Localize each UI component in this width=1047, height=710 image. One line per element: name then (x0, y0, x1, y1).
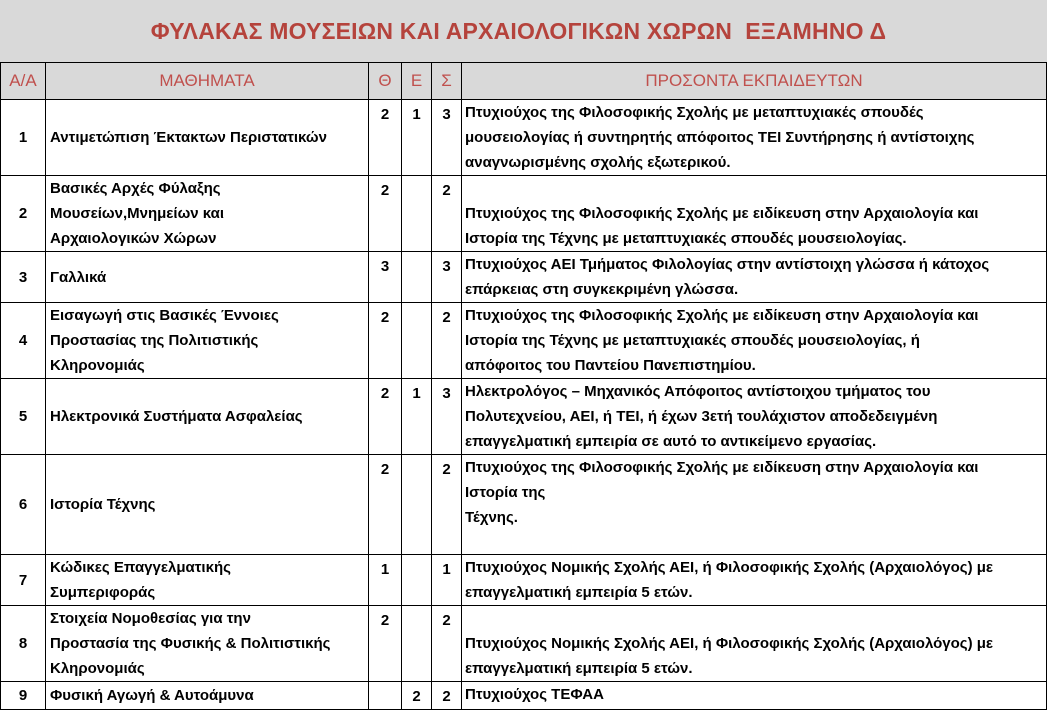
total-hours: 3 (432, 100, 462, 176)
table-row (1, 555, 1047, 606)
qualification-line: αναγνωρισμένης σχολής εξωτερικού. (465, 154, 731, 171)
qualifications-cell (462, 606, 1047, 682)
row-index: 7 (1, 555, 46, 606)
subject-cell (46, 252, 369, 303)
qualification-line: Πτυχιούχος ΤΕΦΑΑ (465, 686, 604, 703)
qualification-line: Πτυχιούχος Νομικής Σχολής ΑΕΙ, ή Φιλοσοφικής Σχολής (Αρχαιολόγος) με (465, 559, 994, 576)
row-index: 1 (1, 100, 46, 176)
qualification-line (465, 606, 1044, 631)
theory-hours: 2 (369, 455, 402, 555)
table-row (1, 455, 1047, 555)
subject-line: Εισαγωγή στις Βασικές Έννοιες (50, 307, 279, 324)
lab-hours (402, 176, 432, 252)
qualification-line: Ιστορία της (465, 484, 546, 501)
qualification-line: Πτυχιούχος της Φιλοσοφικής Σχολής με ειδίκευση στην Αρχαιολογία και (465, 205, 979, 222)
subject-line: Στοιχεία Νομοθεσίας για την (50, 610, 251, 627)
row-index: 5 (1, 379, 46, 455)
qualification-line: επαγγελματική εμπειρία 5 ετών. (465, 584, 693, 601)
table-row (1, 606, 1047, 682)
table-row (1, 303, 1047, 379)
subject-line: Συμπεριφοράς (50, 584, 156, 601)
lab-hours (402, 606, 432, 682)
table-row (1, 252, 1047, 303)
qualification-line: Ηλεκτρολόγος – Μηχανικός Απόφοιτος αντίστοιχου τμήματος του (465, 383, 931, 400)
subject-cell (46, 682, 369, 710)
subject-cell (46, 303, 369, 379)
table-row (1, 176, 1047, 252)
theory-hours: 2 (369, 379, 402, 455)
lab-hours (402, 455, 432, 555)
lab-hours (402, 303, 432, 379)
subject-line: Ηλεκτρονικά Συστήματα Ασφαλείας (50, 408, 303, 425)
subject-line: Κληρονομιάς (50, 357, 145, 374)
total-hours: 3 (432, 252, 462, 303)
table-row (1, 100, 1047, 176)
table-row (1, 379, 1047, 455)
header-qualifications: ΠΡΟΣΟΝΤΑ ΕΚΠΑΙΔΕΥΤΩΝ (462, 63, 1047, 100)
total-hours: 2 (432, 455, 462, 555)
qualification-line: Πτυχιούχος Νομικής Σχολής ΑΕΙ, ή Φιλοσοφικής Σχολής (Αρχαιολόγος) με (465, 635, 994, 652)
curriculum-table (0, 62, 1047, 710)
qualification-line: Ιστορία της Τέχνης με μεταπτυχιακές σπουδές μουσειολογίας, ή (465, 332, 920, 349)
header-total: Σ (432, 63, 462, 100)
qualification-line: μουσειολογίας ή συντηρητής απόφοιτος ΤΕΙ Συντήρησης ή αντίστοιχης (465, 129, 975, 146)
qualification-line: Τέχνης. (465, 509, 518, 526)
row-index: 9 (1, 682, 46, 710)
subject-line: Αντιμετώπιση Έκτακτων Περιστατικών (50, 129, 327, 146)
subject-line: Προστασία της Φυσικής & Πολιτιστικής (50, 635, 331, 652)
qualification-line (465, 176, 1044, 201)
lab-hours (402, 252, 432, 303)
table-row (1, 682, 1047, 710)
qualification-line: επαγγελματική εμπειρία σε αυτό το αντικείμενο εργασίας. (465, 433, 877, 450)
theory-hours (369, 682, 402, 710)
qualifications-cell (462, 303, 1047, 379)
subject-line: Φυσική Αγωγή & Αυτοάμυνα (50, 687, 254, 704)
subject-cell (46, 379, 369, 455)
total-hours: 2 (432, 176, 462, 252)
qualification-line: Πτυχιούχος της Φιλοσοφικής Σχολής με μεταπτυχιακές σπουδές (465, 104, 924, 121)
qualifications-cell (462, 682, 1047, 710)
lab-hours: 1 (402, 100, 432, 176)
theory-hours: 2 (369, 100, 402, 176)
header-row (1, 63, 1047, 100)
row-index: 2 (1, 176, 46, 252)
subject-line: Αρχαιολογικών Χώρων (50, 230, 217, 247)
subject-line: Κώδικες Επαγγελματικής (50, 559, 231, 576)
subject-cell (46, 176, 369, 252)
total-hours: 2 (432, 303, 462, 379)
subject-cell (46, 100, 369, 176)
total-hours: 2 (432, 682, 462, 710)
row-index: 6 (1, 455, 46, 555)
subject-line: Γαλλικά (50, 268, 107, 286)
header-theory: Θ (369, 63, 402, 100)
subject-line: Κληρονομιάς (50, 660, 145, 677)
qualifications-cell (462, 252, 1047, 303)
qualification-line: Πτυχιούχος της Φιλοσοφικής Σχολής με ειδίκευση στην Αρχαιολογία και (465, 459, 979, 476)
theory-hours: 2 (369, 176, 402, 252)
qualifications-cell (462, 555, 1047, 606)
row-index: 8 (1, 606, 46, 682)
qualification-line: Πτυχιούχος ΑΕΙ Τμήματος Φιλολογίας στην αντίστοιχη γλώσσα ή κάτοχος (465, 256, 990, 273)
theory-hours: 2 (369, 303, 402, 379)
qualification-line: Πολυτεχνείου, ΑΕΙ, ή ΤΕΙ, ή έχων 3ετή τουλάχιστον αποδεδειγμένη (465, 408, 938, 425)
lab-hours: 1 (402, 379, 432, 455)
row-index: 4 (1, 303, 46, 379)
lab-hours (402, 555, 432, 606)
subject-line: Βασικές Αρχές Φύλαξης (50, 180, 221, 197)
theory-hours: 2 (369, 606, 402, 682)
qualification-line: Ιστορία της Τέχνης με μεταπτυχιακές σπουδές μουσειολογίας. (465, 230, 907, 247)
header-subject: ΜΑΘΗΜΑΤΑ (46, 63, 369, 100)
total-hours: 1 (432, 555, 462, 606)
subject-line: Μουσείων,Μνημείων και (50, 205, 225, 222)
page-title: ΦΥΛΑΚΑΣ ΜΟΥΣΕΙΩΝ ΚΑΙ ΑΡΧΑΙΟΛΟΓΙΚΩΝ ΧΩΡΩΝ ΕΞΑΜΗΝΟ Δ (150, 17, 887, 44)
qualification-line: επαγγελματική εμπειρία 5 ετών. (465, 660, 693, 677)
subject-line: Ιστορία Τέχνης (50, 496, 156, 513)
lab-hours: 2 (402, 682, 432, 710)
theory-hours: 3 (369, 252, 402, 303)
total-hours: 3 (432, 379, 462, 455)
title-bar (0, 0, 1047, 62)
total-hours: 2 (432, 606, 462, 682)
qualification-line: Πτυχιούχος της Φιλοσοφικής Σχολής με ειδίκευση στην Αρχαιολογία και (465, 307, 979, 324)
qualification-line: επάρκειας στη συγκεκριμένη γλώσσα. (465, 281, 739, 298)
theory-hours: 1 (369, 555, 402, 606)
subject-cell (46, 606, 369, 682)
subject-cell (46, 455, 369, 555)
qualifications-cell (462, 455, 1047, 555)
header-index: Α/Α (1, 63, 46, 100)
subject-line: Προστασίας της Πολιτιστικής (50, 332, 259, 349)
qualification-line: απόφοιτος του Παντείου Πανεπιστημίου. (465, 357, 756, 374)
header-lab: Ε (402, 63, 432, 100)
qualifications-cell (462, 176, 1047, 252)
qualifications-cell (462, 379, 1047, 455)
qualifications-cell (462, 100, 1047, 176)
subject-cell (46, 555, 369, 606)
row-index: 3 (1, 252, 46, 303)
